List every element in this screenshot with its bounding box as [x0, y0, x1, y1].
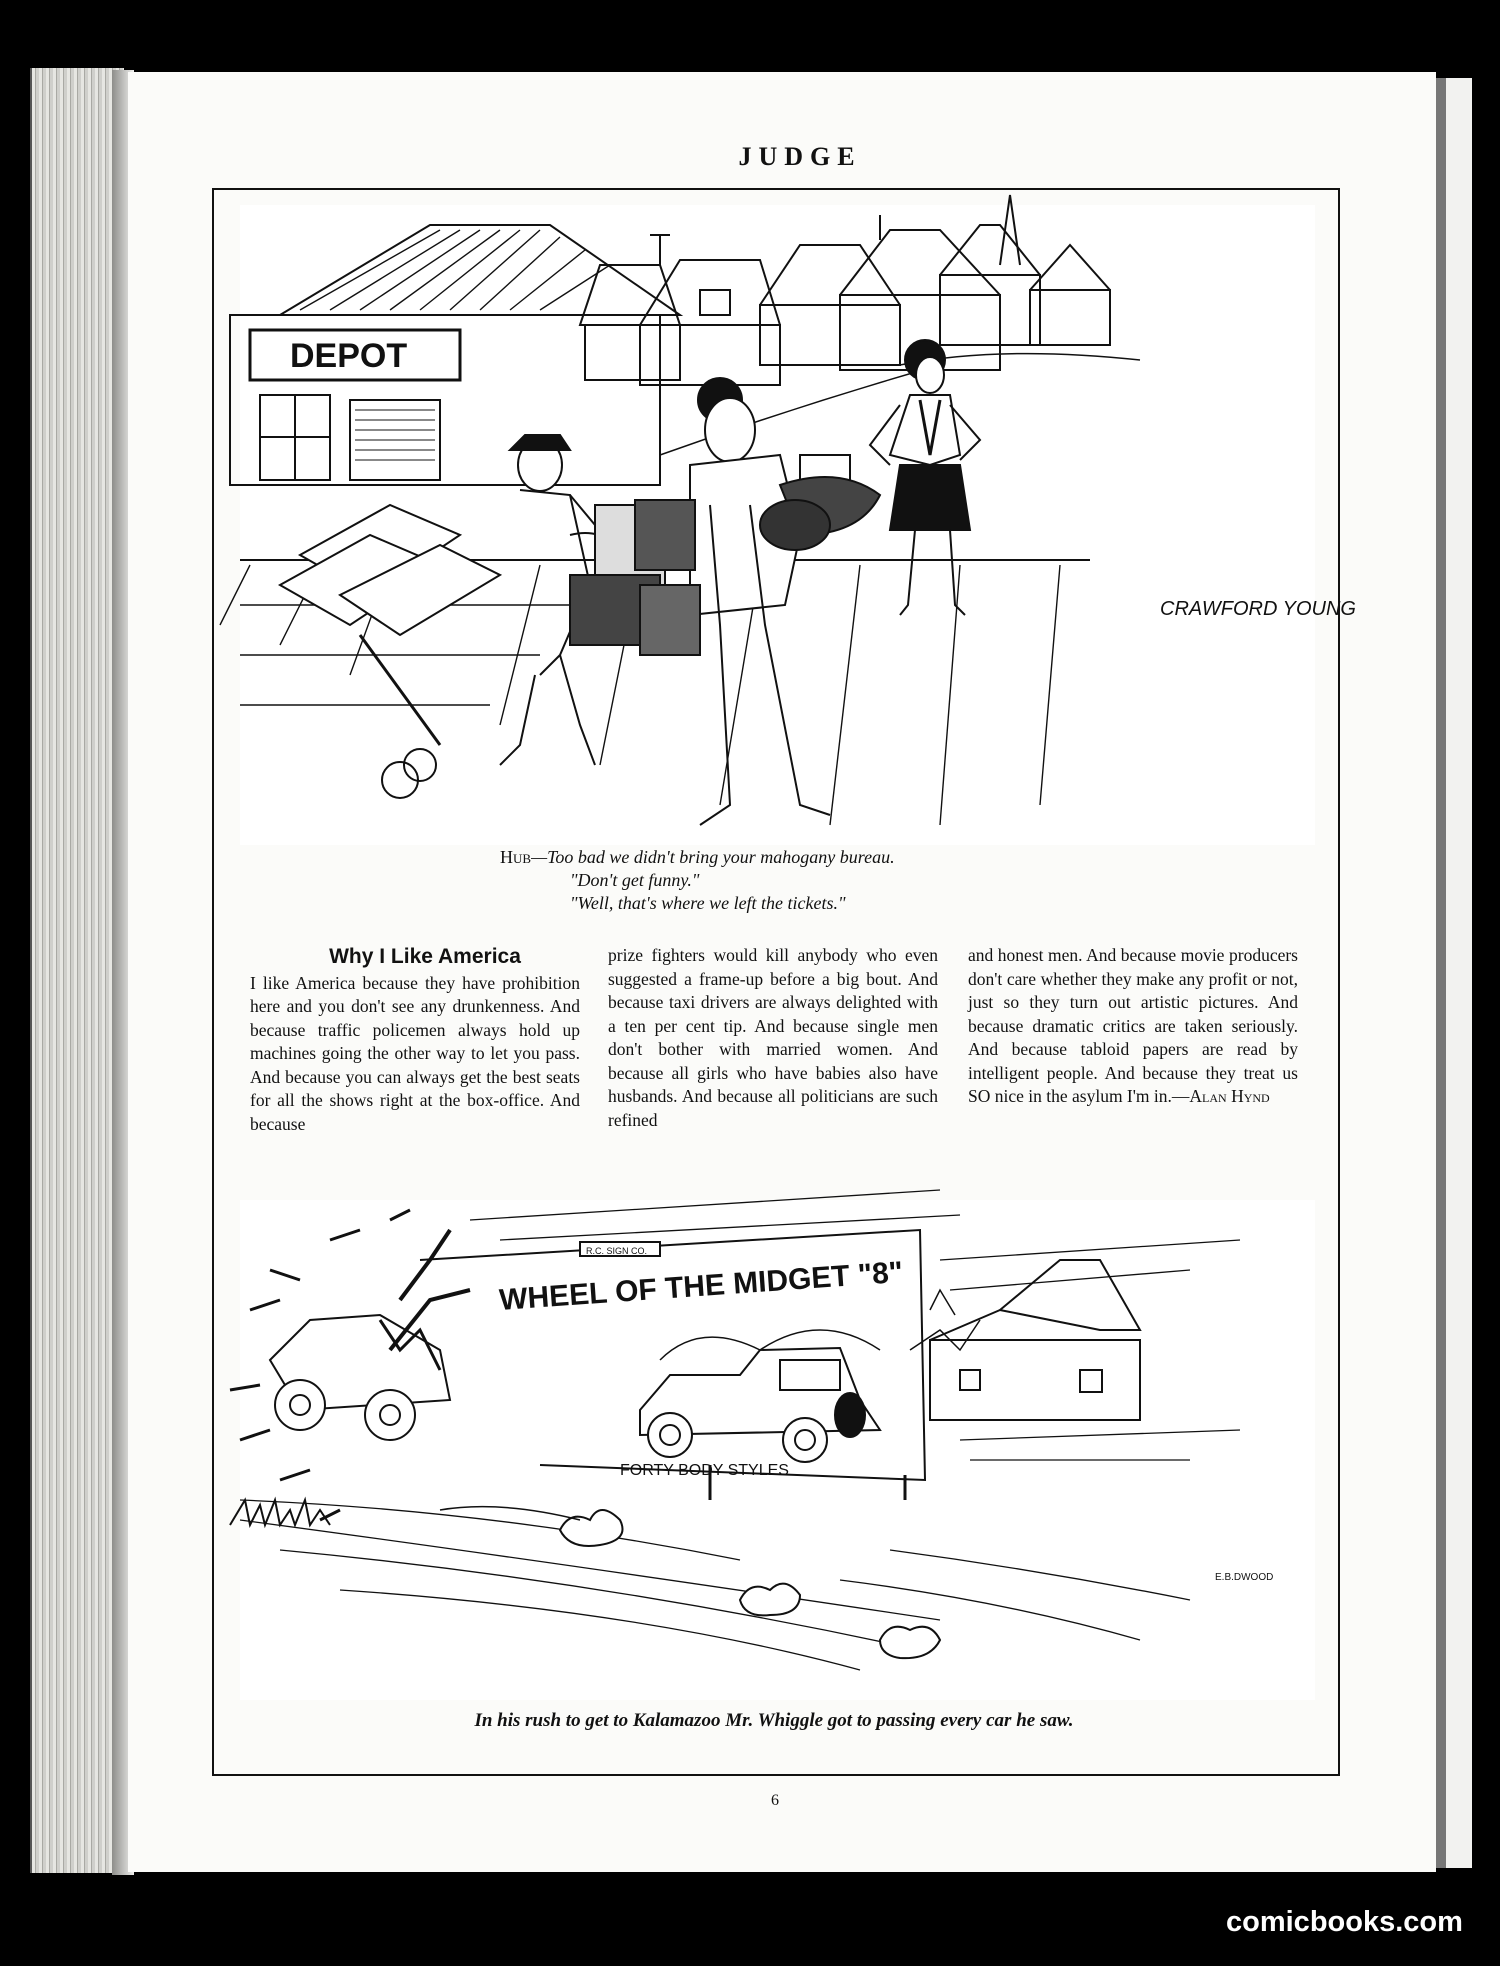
- cartoon1-caption: [500, 846, 1140, 915]
- billboard-top-text: R.C. SIGN CO.: [586, 1246, 648, 1256]
- facing-page-edge: [1436, 78, 1472, 1868]
- book-page-edges: [30, 68, 124, 1873]
- magazine-title: JUDGE: [738, 142, 862, 171]
- caption-speaker: Hub: [500, 847, 532, 867]
- cartoon2-signature: E.B.DWOOD: [1215, 1572, 1274, 1583]
- article-text-1: I like America because they have prohibition here and you don't see any drunkenness. And because traffic policemen always hold up machines going the other way to let you pass. And because you can always get the best seats for all the shows right at the box-office. And because: [250, 972, 580, 1134]
- caption-line1: —Too bad we didn't bring your mahogany bureau.: [531, 847, 895, 867]
- watermark-text: comicbooks.com: [1226, 1906, 1463, 1938]
- caption-line2: "Don't get funny.": [570, 870, 700, 890]
- article-author: Alan Hynd: [1189, 1086, 1270, 1106]
- article-text-2: prize fighters would kill anybody who even suggested a frame-up before a big bout. And because taxi drivers are always delighted with a ten per cent tip. And because single men don't bother with married women. And because all girls who have babies also have husbands. And because all politicians are such refined: [608, 945, 938, 1130]
- depot-sign-text: DEPOT: [290, 337, 408, 375]
- page-number: 6: [771, 1792, 779, 1809]
- article-text-3: and honest men. And because movie producers don't care whether they make any profit or not, just so they turn out artistic pictures. And because dramatic critics are taken seriously. And because tabloid papers are read by intelligent people. And because they treat us SO nice in the asylum I'm in.—: [968, 945, 1298, 1106]
- article-title: Why I Like America: [329, 945, 521, 968]
- cartoon1-signature: CRAWFORD YOUNG: [1160, 598, 1356, 620]
- billboard-headline: WHEEL OF THE MIDGET "8": [498, 1255, 905, 1317]
- article-column-3: [968, 944, 1298, 1109]
- article-column-1: [250, 945, 580, 1136]
- billboard-cartoon: [240, 1200, 1315, 1700]
- billboard-subtext: FORTY BODY STYLES: [620, 1462, 789, 1479]
- depot-cartoon: [240, 205, 1356, 845]
- cartoon2-caption: In his rush to get to Kalamazoo Mr. Whiggle got to passing every car he saw.: [474, 1710, 1074, 1731]
- article-column-2: [608, 944, 938, 1132]
- caption-line3: "Well, that's where we left the tickets.": [570, 893, 846, 913]
